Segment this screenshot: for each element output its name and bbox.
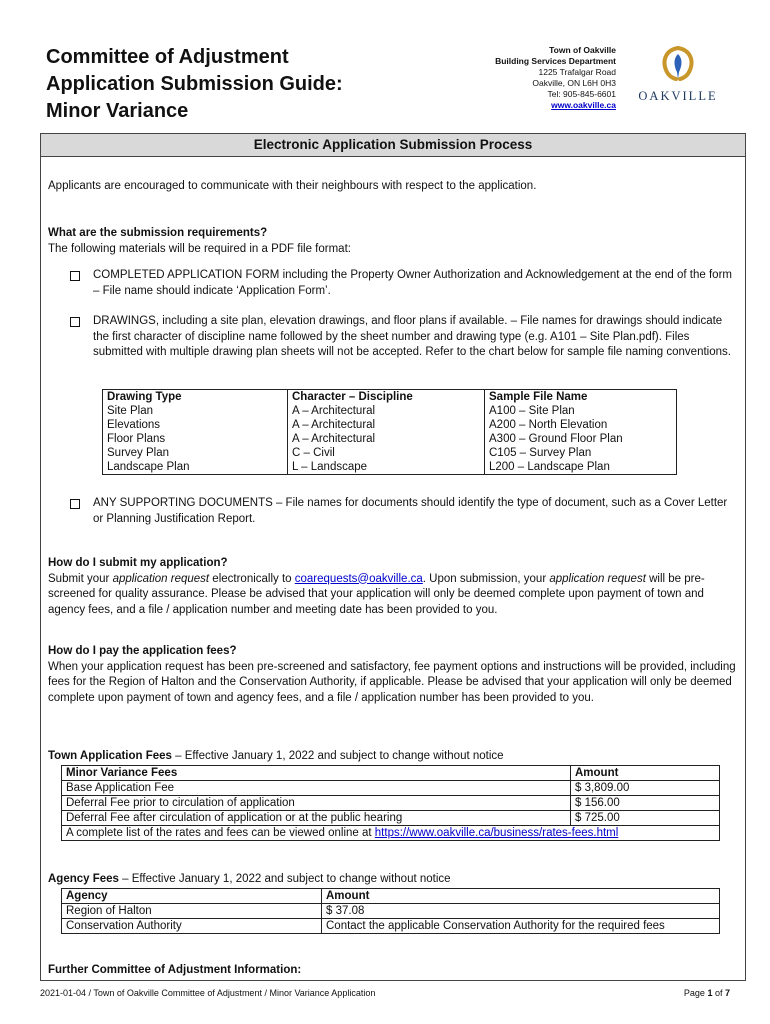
drawing-naming-table	[102, 389, 677, 475]
requirement-text: COMPLETED APPLICATION FORM including the Property Owner Authorization and Acknowledgement at the end of the form – File name should indicate ‘Application Form’.	[93, 269, 732, 297]
page-footer	[40, 988, 730, 998]
table-header: Agency	[62, 889, 322, 904]
title-line: Minor Variance	[46, 100, 189, 122]
town-fees-table	[61, 765, 720, 841]
town-fees-note: – Effective January 1, 2022 and subject to change without notice	[171, 750, 504, 762]
town-fees-caption	[48, 749, 740, 765]
checkbox-icon	[70, 271, 80, 281]
table-row	[103, 418, 677, 432]
table-header-row	[103, 390, 677, 405]
table-cell: C105 – Survey Plan	[485, 446, 677, 460]
requirements-section	[48, 226, 740, 257]
title-line: Application Submission Guide:	[46, 73, 343, 95]
street-address: 1225 Trafalgar Road	[538, 67, 616, 77]
table-cell: Site Plan	[103, 404, 288, 418]
table-row	[62, 919, 720, 934]
table-cell: L200 – Landscape Plan	[485, 460, 677, 475]
table-cell: Deferral Fee after circulation of application or at the public hearing	[62, 811, 571, 826]
table-row	[62, 796, 720, 811]
org-name: Town of Oakville	[549, 45, 616, 55]
table-cell: Floor Plans	[103, 432, 288, 446]
table-cell: Elevations	[103, 418, 288, 432]
table-cell: A200 – North Elevation	[485, 418, 677, 432]
table-header-row	[62, 889, 720, 904]
table-header: Sample File Name	[485, 390, 677, 405]
requirement-text: DRAWINGS, including a site plan, elevation drawings, and floor plans if available. – File names for drawings should indicate the first character of discipline name followed by the sheet number and drawing type (e.g. A101 – Site Plan.pdf). Files submitted with multiple drawing plan sheets will not be accepted. Refer to the chart below for sample file naming conventions.	[93, 315, 731, 358]
submit-body: Submit your application request electronically to coarequests@oakville.ca. Upon submission, your application request will be pre-screened for quality assurance. Please be advised that your application will only be deemed complete upon payment of town and agency fees, and a file / application number and meeting date has been provided to you.	[48, 572, 705, 616]
table-cell: Survey Plan	[103, 446, 288, 460]
payment-section	[48, 644, 740, 706]
oakville-logo	[636, 46, 720, 104]
title-line: Committee of Adjustment	[46, 46, 289, 68]
table-row	[62, 781, 720, 796]
table-row	[62, 904, 720, 919]
table-cell: A100 – Site Plan	[485, 404, 677, 418]
requirement-item	[70, 268, 740, 299]
email-link[interactable]: coarequests@oakville.ca	[294, 572, 423, 585]
table-cell: L – Landscape	[288, 460, 485, 475]
table-cell: $ 37.08	[322, 904, 720, 919]
agency-fees-note: – Effective January 1, 2022 and subject to change without notice	[118, 873, 451, 885]
table-cell: Base Application Fee	[62, 781, 571, 796]
rates-fees-link[interactable]: https://www.oakville.ca/business/rates-fees.html	[374, 827, 619, 839]
logo-wordmark: OAKVILLE	[638, 89, 718, 103]
table-cell: Deferral Fee prior to circulation of application	[62, 796, 571, 811]
checkbox-icon	[70, 499, 80, 509]
table-header: Drawing Type	[103, 390, 288, 405]
table-row	[103, 460, 677, 475]
agency-fees-caption	[48, 872, 740, 888]
table-cell: C – Civil	[288, 446, 485, 460]
table-row	[103, 446, 677, 460]
intro-text: Applicants are encouraged to communicate with their neighbours with respect to the application.	[48, 180, 537, 192]
table-row	[103, 432, 677, 446]
requirements-lead: The following materials will be required in a PDF file format:	[48, 242, 351, 255]
table-cell: A – Architectural	[288, 432, 485, 446]
requirements-heading: What are the submission requirements?	[48, 227, 268, 239]
requirement-text: ANY SUPPORTING DOCUMENTS – File names for documents should identify the type of document, such as a Cover Letter or Planning Justification Report.	[93, 497, 728, 525]
agency-fees-table	[61, 888, 720, 934]
requirement-item	[70, 314, 740, 361]
table-cell: A complete list of the rates and fees can be viewed online at https://www.oakville.ca/business/rates-fees.html	[62, 826, 720, 841]
further-info-heading: Further Committee of Adjustment Information:	[48, 964, 302, 976]
document-title	[46, 44, 343, 125]
checkbox-icon	[70, 317, 80, 327]
payment-heading: How do I pay the application fees?	[48, 645, 237, 657]
table-header: Minor Variance Fees	[62, 766, 571, 781]
submit-section	[48, 556, 740, 618]
town-fees-label: Town Application Fees	[48, 750, 172, 762]
table-header: Character – Discipline	[288, 390, 485, 405]
table-cell: Conservation Authority	[62, 919, 322, 934]
table-cell: A300 – Ground Floor Plan	[485, 432, 677, 446]
table-header-row	[62, 766, 720, 781]
table-header: Amount	[322, 889, 720, 904]
requirement-item	[70, 496, 740, 527]
payment-body: When your application request has been pre-screened and satisfactory, fee payment options and instructions will be provided, including fees for the Region of Halton and the Conservation Authority, if applicable. Please be advised that your application will only be deemed complete upon payment of town and agency fees, and a file / application number has been provided to you.	[48, 660, 736, 704]
table-cell: Contact the applicable Conservation Authority for the required fees	[322, 919, 720, 934]
address-block	[470, 45, 616, 111]
table-cell: Landscape Plan	[103, 460, 288, 475]
city-address: Oakville, ON L6H 0H3	[532, 78, 616, 88]
department-name: Building Services Department	[495, 56, 616, 66]
table-row	[62, 811, 720, 826]
table-cell: A – Architectural	[288, 418, 485, 432]
section-heading: Electronic Application Submission Process	[40, 133, 746, 157]
table-row	[103, 404, 677, 418]
table-row	[62, 826, 720, 841]
oak-leaf-icon	[658, 46, 698, 82]
table-cell: $ 3,809.00	[571, 781, 720, 796]
agency-fees-label: Agency Fees	[48, 873, 119, 885]
footer-text: 2021-01-04 / Town of Oakville Committee of Adjustment / Minor Variance Application	[40, 988, 376, 998]
website-link[interactable]: www.oakville.ca	[551, 100, 616, 110]
submit-heading: How do I submit my application?	[48, 557, 228, 569]
table-header: Amount	[571, 766, 720, 781]
table-cell: A – Architectural	[288, 404, 485, 418]
table-cell: Region of Halton	[62, 904, 322, 919]
page-number: Page 1 of 7	[683, 988, 730, 998]
table-cell: $ 156.00	[571, 796, 720, 811]
table-cell: $ 725.00	[571, 811, 720, 826]
telephone: Tel: 905-845-6601	[547, 89, 616, 99]
